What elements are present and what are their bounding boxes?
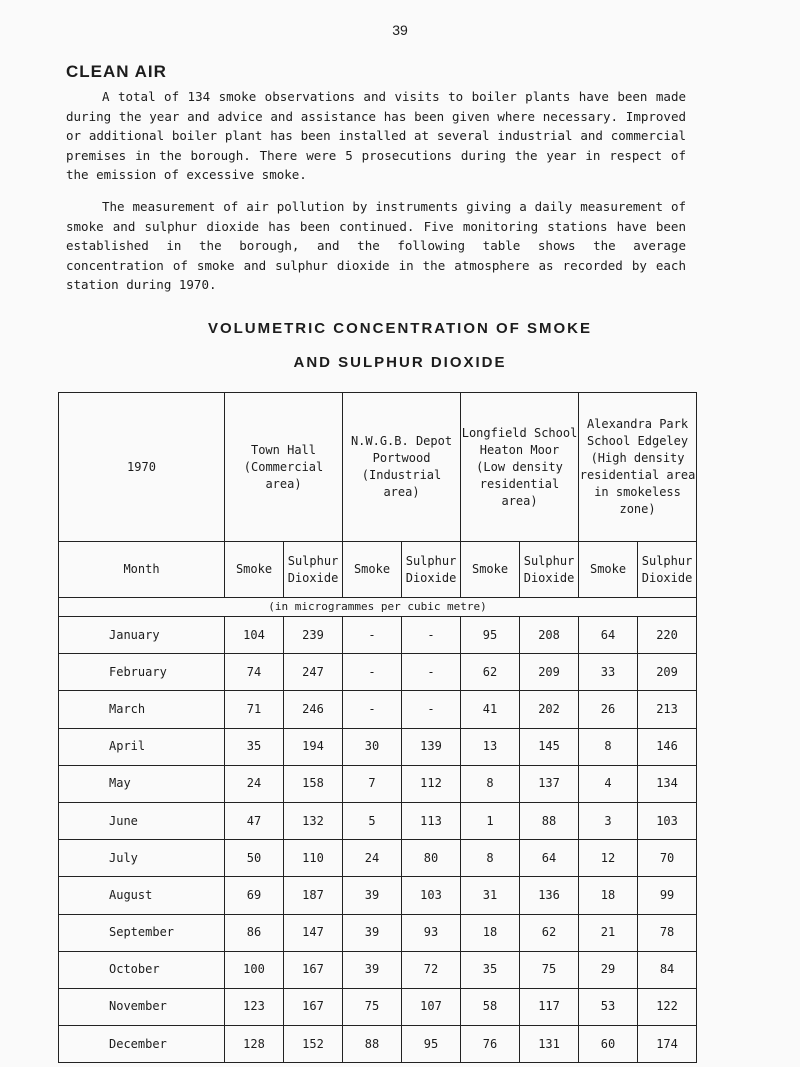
smoke-value-cell: 24	[343, 840, 402, 877]
station-header-town-hall	[225, 393, 343, 542]
month-cell: March	[59, 691, 225, 728]
smoke-value-cell: 128	[225, 1026, 284, 1063]
so2-value-cell: 194	[284, 728, 343, 765]
month-cell: October	[59, 951, 225, 988]
smoke-value-cell: 53	[579, 988, 638, 1025]
so2-value-cell: 136	[520, 877, 579, 914]
smoke-value-cell: 76	[461, 1026, 520, 1063]
table-row	[59, 728, 697, 765]
so2-value-cell: -	[402, 654, 461, 691]
month-header: Month	[59, 542, 225, 598]
smoke-value-cell: 47	[225, 802, 284, 839]
so2-value-cell: 117	[520, 988, 579, 1025]
smoke-value-cell: 39	[343, 914, 402, 951]
so2-value-cell: 209	[638, 654, 697, 691]
paragraph-1: A total of 134 smoke observations and visits to boiler plants have been made during the year and advice and assistance has been given where necessary. Improved or additional boiler plant has been installed at several industrial and commercial premises in the borough. There were 5 prosecutions during the year in respect of the emission of excessive smoke.	[66, 89, 686, 182]
so2-value-cell: 88	[520, 802, 579, 839]
so2-value-cell: 131	[520, 1026, 579, 1063]
month-cell: January	[59, 617, 225, 654]
smoke-value-cell: 18	[461, 914, 520, 951]
so2-value-cell: 103	[402, 877, 461, 914]
so2-value-cell: 202	[520, 691, 579, 728]
so2-value-cell: 167	[284, 988, 343, 1025]
so2-value-cell: 122	[638, 988, 697, 1025]
smoke-value-cell: 64	[579, 617, 638, 654]
so2-value-cell: 75	[520, 951, 579, 988]
table-row	[59, 951, 697, 988]
so2-value-cell: 167	[284, 951, 343, 988]
so2-header: Sulphur Dioxide	[638, 542, 697, 598]
table-row	[59, 802, 697, 839]
smoke-value-cell: 21	[579, 914, 638, 951]
station-header-alexandra	[579, 393, 697, 542]
station-note: (Commercial area)	[243, 459, 324, 491]
month-cell: July	[59, 840, 225, 877]
so2-value-cell: 137	[520, 765, 579, 802]
paragraph-2: The measurement of air pollution by instruments giving a daily measurement of smoke and sulphur dioxide has been continued. Five monitoring stations have been established in the borough, and the following table shows the average concentration of smoke and sulphur dioxide in the atmosphere as recorded by each station during 1970.	[66, 199, 686, 292]
so2-value-cell: 139	[402, 728, 461, 765]
station-note: (High density residential area in smokeless zone)	[579, 451, 696, 516]
smoke-value-cell: 8	[461, 765, 520, 802]
so2-value-cell: 93	[402, 914, 461, 951]
table-body	[59, 617, 697, 1063]
smoke-value-cell: 5	[343, 802, 402, 839]
year-header: 1970	[59, 393, 225, 542]
so2-value-cell: 62	[520, 914, 579, 951]
smoke-value-cell: 75	[343, 988, 402, 1025]
smoke-header: Smoke	[461, 542, 520, 598]
so2-value-cell: 110	[284, 840, 343, 877]
station-name: Longfield School Heaton Moor	[461, 425, 578, 457]
smoke-value-cell: 69	[225, 877, 284, 914]
month-cell: December	[59, 1026, 225, 1063]
smoke-value-cell: 12	[579, 840, 638, 877]
smoke-value-cell: 39	[343, 877, 402, 914]
month-cell: May	[59, 765, 225, 802]
so2-value-cell: 64	[520, 840, 579, 877]
so2-header: Sulphur Dioxide	[284, 542, 343, 598]
smoke-value-cell: 95	[461, 617, 520, 654]
so2-value-cell: -	[402, 691, 461, 728]
so2-header: Sulphur Dioxide	[520, 542, 579, 598]
smoke-value-cell: 123	[225, 988, 284, 1025]
smoke-value-cell: 104	[225, 617, 284, 654]
smoke-value-cell: 29	[579, 951, 638, 988]
smoke-value-cell: 7	[343, 765, 402, 802]
section-heading: CLEAN AIR	[66, 62, 167, 81]
so2-value-cell: 95	[402, 1026, 461, 1063]
station-header-longfield	[461, 393, 579, 542]
so2-value-cell: 152	[284, 1026, 343, 1063]
month-cell: April	[59, 728, 225, 765]
so2-value-cell: 132	[284, 802, 343, 839]
units-note: (in microgrammes per cubic metre)	[59, 598, 697, 617]
so2-value-cell: 70	[638, 840, 697, 877]
smoke-value-cell: 71	[225, 691, 284, 728]
so2-value-cell: 209	[520, 654, 579, 691]
smoke-value-cell: -	[343, 691, 402, 728]
table-row	[59, 691, 697, 728]
so2-header: Sulphur Dioxide	[402, 542, 461, 598]
smoke-value-cell: 4	[579, 765, 638, 802]
smoke-value-cell: 60	[579, 1026, 638, 1063]
smoke-value-cell: 1	[461, 802, 520, 839]
so2-value-cell: 80	[402, 840, 461, 877]
so2-value-cell: 158	[284, 765, 343, 802]
smoke-value-cell: 35	[225, 728, 284, 765]
smoke-value-cell: 41	[461, 691, 520, 728]
smoke-value-cell: 35	[461, 951, 520, 988]
so2-value-cell: 99	[638, 877, 697, 914]
smoke-value-cell: 39	[343, 951, 402, 988]
table-row	[59, 617, 697, 654]
so2-value-cell: 213	[638, 691, 697, 728]
smoke-value-cell: 18	[579, 877, 638, 914]
smoke-header: Smoke	[343, 542, 402, 598]
smoke-value-cell: 31	[461, 877, 520, 914]
so2-value-cell: 145	[520, 728, 579, 765]
month-cell: June	[59, 802, 225, 839]
smoke-value-cell: 13	[461, 728, 520, 765]
so2-value-cell: 208	[520, 617, 579, 654]
smoke-value-cell: 26	[579, 691, 638, 728]
smoke-value-cell: 74	[225, 654, 284, 691]
station-note: (Industrial area)	[361, 468, 442, 499]
so2-value-cell: 107	[402, 988, 461, 1025]
so2-value-cell: 146	[638, 728, 697, 765]
smoke-header: Smoke	[579, 542, 638, 598]
so2-value-cell: 134	[638, 765, 697, 802]
table-title-line-2: AND SULPHUR DIOXIDE	[293, 354, 507, 371]
smoke-value-cell: -	[343, 654, 402, 691]
month-cell: August	[59, 877, 225, 914]
so2-value-cell: 113	[402, 802, 461, 839]
station-name: Alexandra Park School Edgeley	[586, 417, 689, 448]
so2-value-cell: 147	[284, 914, 343, 951]
smoke-value-cell: 58	[461, 988, 520, 1025]
table-row	[59, 877, 697, 914]
month-cell: February	[59, 654, 225, 691]
smoke-value-cell: 62	[461, 654, 520, 691]
table-row	[59, 914, 697, 951]
so2-value-cell: 84	[638, 951, 697, 988]
so2-value-cell: 187	[284, 877, 343, 914]
smoke-value-cell: 8	[461, 840, 520, 877]
so2-value-cell: -	[402, 617, 461, 654]
table-row	[59, 654, 697, 691]
station-name: N.W.G.B. Depot Portwood	[350, 434, 453, 465]
so2-value-cell: 239	[284, 617, 343, 654]
so2-value-cell: 72	[402, 951, 461, 988]
smoke-header: Smoke	[225, 542, 284, 598]
table-row	[59, 1026, 697, 1063]
month-cell: November	[59, 988, 225, 1025]
station-header-portwood	[343, 393, 461, 542]
so2-value-cell: 112	[402, 765, 461, 802]
smoke-value-cell: 24	[225, 765, 284, 802]
month-cell: September	[59, 914, 225, 951]
smoke-value-cell: 50	[225, 840, 284, 877]
so2-value-cell: 247	[284, 654, 343, 691]
table-row	[59, 988, 697, 1025]
smoke-value-cell: 100	[225, 951, 284, 988]
table-row	[59, 765, 697, 802]
smoke-value-cell: 88	[343, 1026, 402, 1063]
smoke-value-cell: 30	[343, 728, 402, 765]
station-name: Town Hall	[250, 442, 317, 457]
smoke-value-cell: 33	[579, 654, 638, 691]
station-note: (Low density residential area)	[476, 459, 563, 508]
smoke-value-cell: -	[343, 617, 402, 654]
smoke-value-cell: 3	[579, 802, 638, 839]
so2-value-cell: 103	[638, 802, 697, 839]
smoke-value-cell: 86	[225, 914, 284, 951]
so2-value-cell: 220	[638, 617, 697, 654]
concentration-table	[58, 392, 697, 1063]
so2-value-cell: 78	[638, 914, 697, 951]
smoke-value-cell: 8	[579, 728, 638, 765]
page-number: 39	[392, 22, 408, 38]
so2-value-cell: 246	[284, 691, 343, 728]
table-row	[59, 840, 697, 877]
so2-value-cell: 174	[638, 1026, 697, 1063]
table-title-line-1: VOLUMETRIC CONCENTRATION OF SMOKE	[207, 320, 593, 337]
